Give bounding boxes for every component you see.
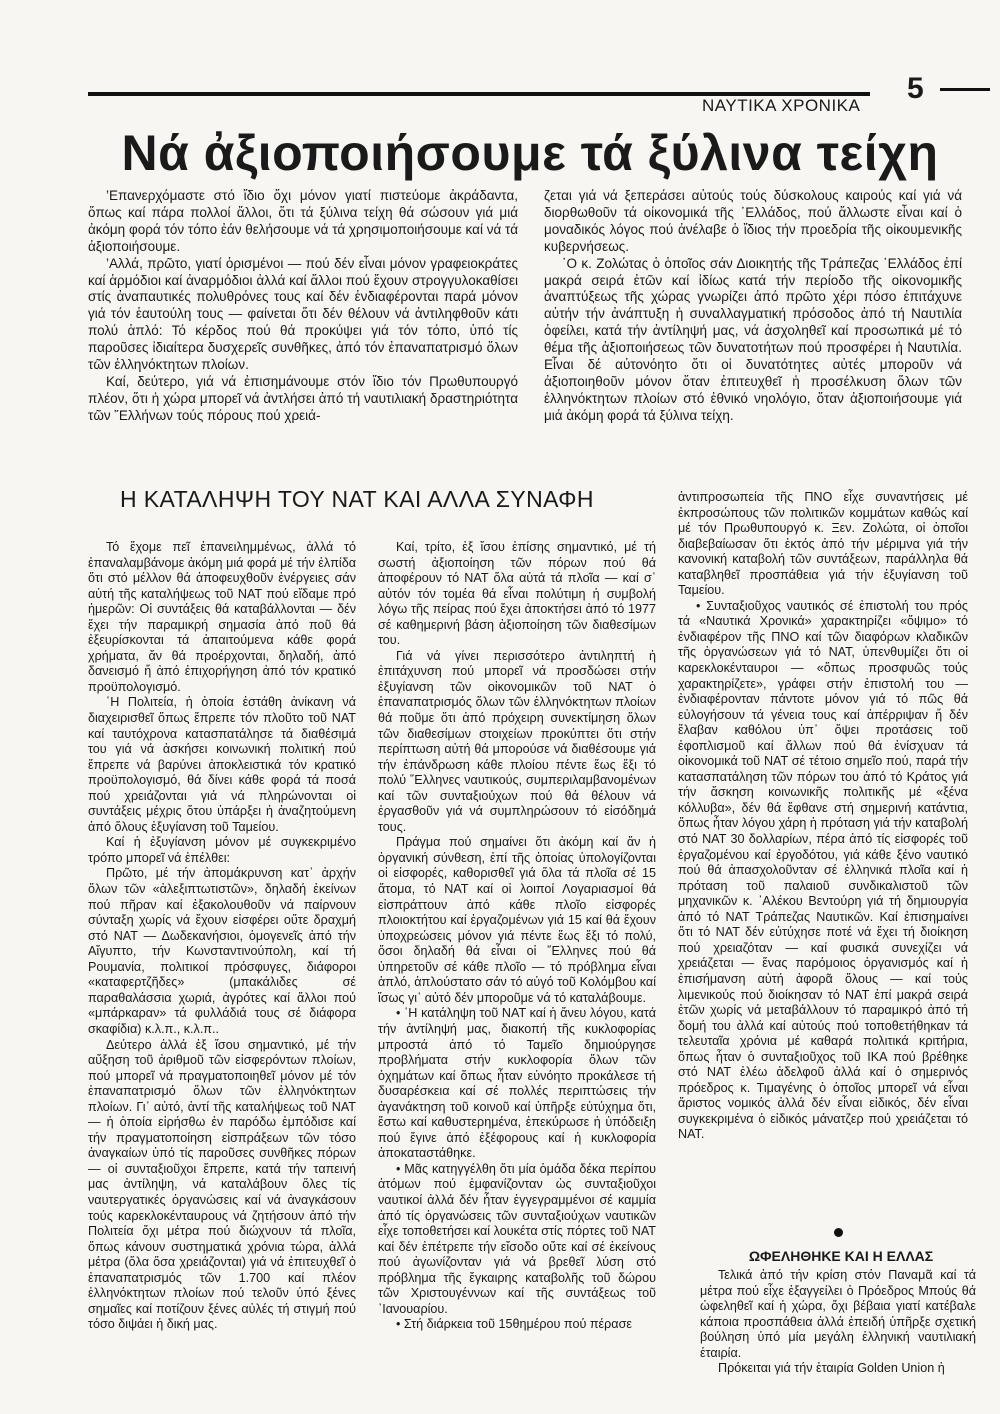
intro-left-column xyxy=(88,188,518,425)
column-2 xyxy=(378,540,656,1333)
paragraph: Δεύτερο ἀλλά ἐξ ἴσου σημαντικό, μέ τήν αὔξηση τοῦ ἀριθμοῦ τῶν εἰσφερόντων πλοίων, πού μπορεῖ νά πραγματοποιηθεῖ μόνον μέ τόν ἐπαναπατρισμό ὅλων τῶν ἑλληνόκτητων πλοίων. Γι᾿ αὐτό, ἀντί τῆς καταλήψεως τοῦ ΝΑΤ — ἡ ὁποία εἰρήσθω ἐν παρόδω ἐμπόδισε καί τήν πραγματοποίηση εἰσπράξεων τῶν τόσο ἀναγκαίων ὑπό τίς παροῦσες συνθῆκες πόρων — οἱ συνταξιοῦχοι ἔπρεπε, κατά τήν ταπεινή μας ἀντίληψη, νά καταλάβουν ὅλες τίς ναυτεργατικές ὀργανώσεις καί νά ἀναγκάσουν τούς καρεκλοκένταυρους νά ζητήσουν ἀπό τήν Πολιτεία ὄχι μέτρα πού διώχνουν τά πλοῖα, ὅπως κάνουν συστηματικά χρόνια τώρα, ἀλλά μέτρα (ὅλα ὅσα χρειάζονται) γιά νά ἐπιτευχθεῖ ὁ ἐπαναπατρισμός τῶν 1.700 καί πλέον ἑλληνόκτητων πλοίων πού τελοῦν ὑπό ξένες σημαῖες καί ποτίζουν ξένες αὐλές τή στιγμή πού τόσο διψάει ἡ δική μας. xyxy=(88,1037,356,1332)
paragraph: ῾Η Πολιτεία, ἡ ὁποία ἐστάθη ἀνίκανη νά διαχειρισθεῖ ὅπως ἔπρεπε τόν πλοῦτο τοῦ ΝΑΤ καί ταυτόχρονα κατασπατάλησε τά διαθέσιμά του γιά νά ἀσκήσει κοινωνική πολιτική πού ἔπρεπε νά βαρύνει ἀποκλειστικά τόν κρατικό προϋπολογισμό, θά δίνει κάθε φορά τά ποσά πού χρειάζονται γιά νά πληρώνονται οἱ συντάξεις μέχρις ὅτου ὑπάρξει ἡ ἀναζητούμενη ἀπό ὅλους ἐξυγίανση τοῦ Ταμείου. xyxy=(88,695,356,834)
header-rule-right xyxy=(940,88,990,91)
sub-article-text xyxy=(700,1268,976,1377)
separator-dot xyxy=(834,1228,843,1237)
column-3 xyxy=(678,490,968,1143)
paragraph: ζεται γιά νά ξεπεράσει αὐτούς τούς δύσκολους καιρούς καί γιά νά διορθωθοῦν τά οἰκονομικά τῆς ῾Ελλάδος, πού ἄλλωστε εἶναι καί ὁ μοναδικός λόγος πού ἀνέλαβε ὁ ἴδιος τήν προεδρία τῆς οἰκουμενικῆς κυβερνήσεως. xyxy=(544,188,962,254)
paragraph: ῾Ο κ. Ζολώτας ὁ ὁποῖος σάν Διοικητής τῆς Τράπεζας ῾Ελλάδος ἐπί μακρά σειρά ἐτῶν καί ἰδίως κατά τήν περίοδο τῆς οἰκονομικῆς ἀναπτύξεως τῆς χώρας γνωρίζει ἀπό πρῶτο χέρι πόσο ἐπιτάχυνε αὐτήν τήν ἀνάπτυξη ἡ συναλλαγματική πρόσοδος ἀπό τή Ναυτιλία ὀφείλει, κατά τήν ἀντίληψή μας, νά ἀσχοληθεῖ καί προσωπικά μέ τό θέμα τῆς ἀξιοποιήσεως τῶν δυνατοτήτων πού προσφέρει ἡ Ναυτιλία. Εἶναι δέ αὐτονόητο ὅτι οἱ δυνατότητες αὐτές μποροῦν νά ἀξιοποιηθοῦν μόνον ὅταν ἐπιτευχθεῖ ἡ προσέλκυση ὅλων τῶν ἑλληνόκτητων πλοίων στό ἐθνικό νηολόγιο, ὅταν ἀξιοποιήσουμε γιά μιά ἀκόμη φορά τά ξύλινα τείχη. xyxy=(544,255,962,423)
paragraph: Καί, δεύτερο, γιά νά ἐπισημάνουμε στόν ἴδιο τόν Πρωθυπουργό πλέον, ὅτι ἡ χώρα μπορεῖ νά ἀντλήσει ἀπό τή ναυτιλιακή δραστηριότητα τῶν ῞Ελλήνων τούς πόρους πού χρειά- xyxy=(88,373,518,423)
column-1 xyxy=(88,540,356,1333)
headline: Νά ἀξιοποιήσουμε τά ξύλινα τείχη xyxy=(121,125,939,181)
section-title: Η ΚΑΤΑΛΗΨΗ ΤΟΥ ΝΑΤ ΚΑΙ ΑΛΛΑ ΣΥΝΑΦΗ xyxy=(120,486,594,512)
paragraph: Καί, τρίτο, ἐξ ἴσου ἐπίσης σημαντικό, μέ τή σωστή ἀξιοποίηση τῶν πόρων πού θά ἀποφέρουν τό ΝΑΤ ὅλα αὐτά τά πλοῖα — καί σ᾿ αὐτόν τόν τομέα θά εἶναι πολύτιμη ἡ συμβολή λόγω τῆς πείρας πού ἔχει ἀποκτήσει ἀπό τό 1977 σέ καθημερινή βάση ἀξιοποίηση τῶν διαθεσίμων του. xyxy=(378,540,656,648)
paragraph: • Στή διάρκεια τοῦ 15θημέρου πού πέρασε xyxy=(396,1317,632,1332)
paragraph: ἀντιπροσωπεία τῆς ΠΝΟ εἶχε συναντήσεις μέ ἐκπροσώπους τῶν πολιτικῶν κομμάτων καθώς καί μέ τόν Πρωθυπουργό κ. Ξεν. Ζολώτα, οἱ ὁποῖοι διαβεβαίωσαν ὅτι ἐκτός ἀπό τήν μέριμνα γιά τήν κανονική καταβολή τῶν συντάξεων, παράλληλα θά καταβληθεῖ προσπάθεια γιά τήν ἐξυγίανση τοῦ Ταμείου. xyxy=(678,490,968,598)
paragraph: Καί ἡ ἐξυγίανση μόνον μέ συγκεκριμένο τρόπο μπορεῖ νά ἐπέλθει: xyxy=(88,835,356,865)
paragraph: • Μᾶς κατηγγέλθη ὅτι μία ὁμάδα δέκα περίπου ἀτόμων πού ἐμφανίζονταν ὡς συνταξιοῦχοι ναυτικοί ἀλλά δέν ἦταν ἐγγεγραμμένοι σέ καμμία ἀπό τίς ὀργανώσεις τῶν συνταξιούχων ναυτικῶν εἶχε τοποθετήσει καί λουκέτα στίς πόρτες τοῦ ΝΑΤ καί δέν ἐπέτρεπε τήν εἴσοδο οὔτε καί σέ ἐκείνους πού ἀγωνίζονταν γιά νά βρεθεῖ λύση στό πρόβλημα τῆς ἔγκαιρης καταβολῆς τοῦ δώρου τῶν Χριστουγέννων καί τῆς συντάξεως τοῦ ᾿Ιανουαρίου. xyxy=(378,1161,656,1316)
paragraph: ’Επανερχόμαστε στό ἴδιο ὄχι μόνον γιατί πιστεύομε ἀκράδαντα, ὅπως καί πάρα πολλοί ἄλλοι, ὅτι τά ξύλινα τείχη θά σώσουν γιά μιά ἀκόμη φορά τόν τόπο ἐάν θελήσουμε νά τά χρησιμοποιήσουμε καί νά τά ἀξιοποιήσουμε. xyxy=(88,188,518,254)
paragraph: Τελικά ἀπό τήν κρίση στόν Παναμᾶ καί τά μέτρα πού εἶχε ἐξαγγείλει ὁ Πρόεδρος Μπούς θά ὠφεληθεῖ καί ἡ χώρα, ὄχι βέβαια γιατί κατέβαλε κάποια προσπάθεια ἀλλά ἐπειδή ὑπῆρξε σχετική βούληση ὑπό μία μεγάλη ἑλληνική ναυτιλιακή ἑταιρία. xyxy=(700,1268,976,1360)
intro-right-column xyxy=(544,188,962,425)
paragraph: Πρῶτο, μέ τήν ἀπομάκρυνση κατ᾿ ἀρχήν ὅλων τῶν «ἀλεξιπτωτιστῶν», δηλαδή ἐκείνων πού πῆραν καί ἐξακολουθοῦν νά παίρνουν σύνταξη χωρίς νά ἔχουν εἰσφέρει οὔτε δραχμή στό ΝΑΤ — Δωδεκανήσιοι, ὁμογενεῖς ἀπό τήν Αἴγυπτο, τήν Κωνσταντινούπολη, καί τή Ρουμανία, πολιτικοί πρόσφυγες, διάφοροι «καταφερτζῆδες» (μπακάλιδες σέ παραθαλάσσια χωριά, ἀγρότες καί ἄλλοι πού «μπάρκαραν» τά φυλλάδιά τους σέ διάφορα σκαφίδια) κ.λ.π., κ.λ.π.. xyxy=(88,866,356,1036)
paragraph: • ῾Η κατάληψη τοῦ ΝΑΤ καί ἡ ἄνευ λόγου, κατά τήν ἀντίληψή μας, διακοπή τῆς κυκλοφορίας μπροστά ἀπό τό Ταμεῖο δημιούργησε προβλήματα στήν κυκλοφορία ὅλων τῶν ὀχημάτων καί ὅπως ἦταν εὐνόητο προκάλεσε τή δυσαρέσκεια καί σέ πολλές περιπτώσεις τήν ἀγανάκτηση τοῦ κοινοῦ καί ὑπῆρξε εὐτύχημα ὅτι, ἔστω καί καθυστερημένα, ἐπεκύρωσε ἡ ὑπόδειξη πού ἔγινε ἀπό ἐξέφορους καί ἡ κυκλοφορία ἀποκαταστάθηκε. xyxy=(378,1006,656,1161)
paragraph: • Συνταξιοῦχος ναυτικός σέ ἐπιστολή του πρός τά «Ναυτικά Χρονικά» χαρακτηρίζει «ὄψιμο» τό ἐνδιαφέρον τῆς ΠΝΟ καί τῶν διαφόρων κλαδικῶν τῆς ὀργανώσεων γιά τό ΝΑΤ, ὑπενθυμίζει ὅτι οἱ καρεκλοκένταυροι — «ὅπως προσφυῶς τούς χαρακτηρίζετε», γράφει στήν ἐπιστολή του — ἐνδιαφέρονταν πάντοτε μόνον γιά τό πῶς θά εὐλογήσουν τά γένεια τους καί ἀπέρριψαν ἤ δέν ἔλαβαν καθόλου ὑπ᾿ ὄψει προτάσεις τοῦ ἐφοπλισμοῦ καί ἄλλων πού θά ἐνίσχυαν τά οἰκονομικά τοῦ ΝΑΤ σέ τέτοιο σημεῖο πού, παρά τήν κατασπατάληση τῶν πόρων του ἀπό τό Κράτος γιά τήν ἄσκηση κοινωνικῆς πολιτικῆς μέ «ξένα κόλλυβα», δέν θά ἔφθανε στή σημερινή κατάντια, ὅπως ἦταν λόγου χάρη ἡ πρόταση γιά τήν καταβολή στό ΝΑΤ 30 δολλαρίων, πέρα ἀπό τίς εἰσφορές τοῦ ἐργαζομένου καί ἐργοδότου, γιά κάθε ξένο ναυτικό πού θά ἀπασχολοῦνταν σέ ἑλληνικά πλοῖα καί ἡ πρόταση τοῦ παλαιοῦ συνδικαλιστοῦ τῶν μηχανικῶν κ. ᾿Αλέκου Βεντούρη γιά τή δημιουργία ἀπό τό ΝΑΤ Τράπεζας Ναυτικῶν. Καί ἐπισημαίνει ὅτι τό ΝΑΤ δέν εὐτύχησε ποτέ νά ἔχει τή διοίκηση πού χρειαζόταν — καί φυσικά συνεχίζει νά χρειάζεται — ἕνας παρόμοιος ὀργανισμός καί ἡ ἐπισήμανση αὐτή ἀφορᾶ ὅλους — καί τούς λιμενικούς πού διοίκησαν τό ΝΑΤ ἐπί μακρά σειρά ἐτῶν χωρίς νά μεταβάλλουν τό παραμικρό ἀπό τή δομή του ἀλλά καί αὐτούς πού τοποθετήθηκαν τά τελευταῖα χρόνια μέ καθαρά πολιτικά κριτήρια, ὅπως ἦταν ὁ συνταξιοῦχος τοῦ ΙΚΑ πού βρέθηκε στό ΝΑΤ ἐλέω ἀδελφοῦ ἀλλά καί ὁ σημερινός πρόεδρος κ. Τιμαγένης ὁ ὁποῖος μπορεῖ νά εἶναι ἄριστος νομικός ἀλλά δέν εἶναι εἰδικός, δέν εἶναι συγκεκριμένα ὁ εἰδικός μάνατζερ πού χρειάζεται τό ΝΑΤ. xyxy=(678,598,968,1142)
sub-article-title: ΩΦΕΛΗΘΗΚΕ ΚΑΙ Η ΕΛΛΑΣ xyxy=(748,1248,934,1264)
paragraph: Γιά νά γίνει περισσότερο ἀντιληπτή ἡ ἐπιτάχυνση πού μπορεῖ νά προσδώσει στήν ἐξυγίανση τῶν οἰκονομικῶν τοῦ ΝΑΤ ὁ ἐπαναπατρισμός ὅλων τῶν ἑλληνόκτητων πλοίων θά ποῦμε ὅτι ἀπό πρόχειρη συνεκτίμηση ὅλων τῶν διαθεσίμων στοιχείων προκύπτει ὅτι στήν περίπτωση αὐτή θά μπορούσε νά διαθέσουμε γιά τήν ἐπάνδρωση κάθε πλοίου πέντε ἕως ἔξι τό πολύ ῞Ελληνες ναυτικούς, συμπεριλαμβανομένων καί τῶν συνταξιούχων πού θά θέλουν νά ἐργασθοῦν γιά νά συμπληρώσουν τό εἰσόδημά τους. xyxy=(378,648,656,834)
paragraph: ’Αλλά, πρῶτο, γιατί ὁρισμένοι — πού δέν εἶναι μόνον γραφειοκράτες καί ἁρμόδιοι καί ἀναρμόδιοι ἀλλά καί ἄλλοι πού ἔχουν στρογγυλοκαθίσει στίς ἀναπαυτικές πολυθρόνες τους καί δέν ἐνδιαφέρονται παρά μόνον γιά τόν ἑαυτούλη τους — φαίνεται ὅτι δέν θέλουν νά ἀντιληφθοῦν κάτι πολύ ἁπλό: Τό κέρδος πού θά προκύψει γιά τόν τόπο, ὑπό τίς παροῦσες ἰδιαίτερα δυσχερεῖς συνθῆκες, ἀπό τόν ἐπαναπατρισμό ὅλων τῶν ἑλληνόκτητων πλοίων. xyxy=(88,255,518,373)
section-name: ΝΑΥΤΙΚΑ ΧΡΟΝΙΚΑ xyxy=(702,96,861,115)
paragraph: Τό ἔχομε πεῖ ἐπανειλημμένως, ἀλλά τό ἐπαναλαμβάνομε ἀκόμη μιά φορά μέ τήν ἐλπίδα ὅτι στό μέλλον θά ἀποφευχθοῦν ἐνέργειες σάν αὐτή τῆς καταλήψεως τοῦ ΝΑΤ πού εἴδαμε πρό ἡμερῶν: Οἱ συντάξεις θά καταβάλλονται — δέν ἔχει τήν παραμικρή σημασία ἀπό ποῦ θά ἐξευρίσκονται τά ἀπαιτούμενα κάθε φορά χρήματα, ἄν θά προέρχονται, δηλαδή, ἀπό δανεισμό ἤ ἀπό ἐπιχορήγηση ἀπό τόν κρατικό προϋπολογισμό. xyxy=(88,540,356,694)
paragraph: Πρόκειται γιά τήν ἑταιρία Golden Union ἡ xyxy=(718,1361,945,1376)
page-number: 5 xyxy=(907,72,924,105)
paragraph: Πράγμα πού σημαίνει ὅτι ἀκόμη καί ἄν ἡ ὀργανική σύνθεση, ἐπί τῆς ὁποίας ὑπολογίζονται οἱ εἰσφορές, καθορισθεῖ γιά ὅλα τά πλοῖα σέ 15 ἄτομα, τό ΝΑΤ καί οἱ λοιποί Λογαριασμοί θά εἰσπράττουν ἀπό κάθε πλοῖο εἰσφορές πλοιοκτήτου καί ἐργαζομένων γιά 15 καί θά ἔχουν ὑποχρεώσεις μόνον γιά πέντε ἕως ἔξι τό πολύ, ὅσοι δηλαδή θά εἶναι οἱ ῞Ελληνες πού θά ὑπηρετοῦν σέ κάθε πλοῖο — τό πρόβλημα εἶναι ἁπλό, ἁπλούστατο σάν τό αὐγό τοῦ Κολόμβου καί ἴσως γι᾿ αὐτό δέν μποροῦμε νά τό καταλάβουμε. xyxy=(378,835,656,1005)
